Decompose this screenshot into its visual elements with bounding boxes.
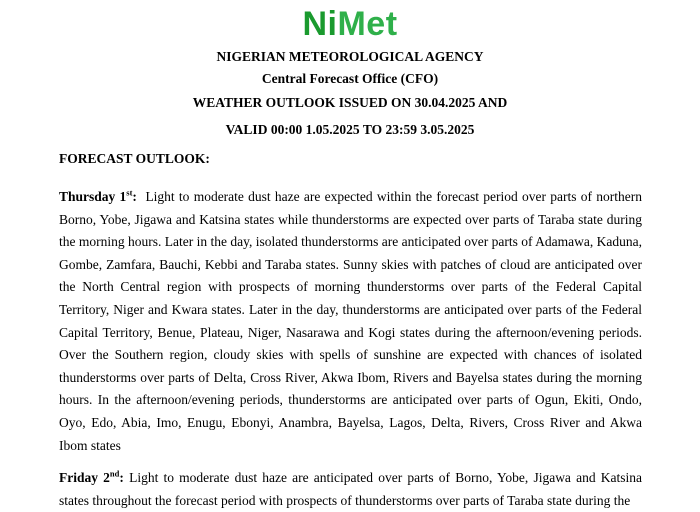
logo-text-met: Met bbox=[337, 5, 398, 43]
day-label bbox=[59, 189, 137, 204]
day-colon: : bbox=[132, 189, 137, 204]
issued-date-line: WEATHER OUTLOOK ISSUED ON 30.04.2025 AND bbox=[192, 95, 508, 110]
day-suffix: st bbox=[126, 187, 133, 198]
day-name: Friday 2 bbox=[59, 470, 110, 485]
logo-text-ni: Ni bbox=[302, 5, 338, 43]
nimet-logo bbox=[0, 2, 700, 46]
section-title: FORECAST OUTLOOK: bbox=[59, 151, 210, 166]
day-forecast-paragraph bbox=[59, 467, 642, 512]
agency-name: NIGERIAN METEOROLOGICAL AGENCY bbox=[216, 49, 484, 64]
day-suffix: nd bbox=[109, 468, 120, 479]
forecast-text: Light to moderate dust haze are anticipated over parts of Borno, Yobe, Jigawa and Katsina states throughout the forecast period with prospects of thunderstorms over parts of Taraba state during the bbox=[59, 470, 643, 508]
day-colon: : bbox=[119, 470, 124, 485]
day-forecast-paragraph bbox=[59, 186, 642, 457]
day-label bbox=[59, 470, 124, 485]
office-name: Central Forecast Office (CFO) bbox=[261, 71, 439, 86]
forecast-text: Light to moderate dust haze are expected within the forecast period over parts of northern Borno, Yobe, Jigawa and Katsina states while thunderstorms are expected over parts of Taraba state during the morning hours. Later in the day, isolated thunderstorms are anticipated over parts of Adamawa, Kaduna, Gombe, Zamfara, Bauchi, Kebbi and Taraba states. Sunny skies with patches of cloud are anticipated over the North Central region with prospects of morning thunderstorms over parts of the Federal Capital Territory, Niger and Kwara states. Later in the day, thunderstorms are anticipated over parts of the Federal Capital Territory, Benue, Plateau, Niger, Nasarawa and Kogi states during the afternoon/evening periods. Over the Southern region, cloudy skies with spells of sunshine are expected with chances of isolated thunderstorms over parts of Delta, Cross River, Akwa Ibom, Rivers and Bayelsa states during the morning hours. In the afternoon/evening periods, thunderstorms are anticipated over parts of Ogun, Ekiti, Ondo, Oyo, Edo, Abia, Imo, Enugu, Ebonyi, Anambra, Bayelsa, Lagos, Delta, Rivers, Cross River and Akwa Ibom states bbox=[59, 189, 643, 453]
validity-line: VALID 00:00 1.05.2025 TO 23:59 3.05.2025 bbox=[225, 122, 475, 137]
day-name: Thursday 1 bbox=[59, 189, 127, 204]
